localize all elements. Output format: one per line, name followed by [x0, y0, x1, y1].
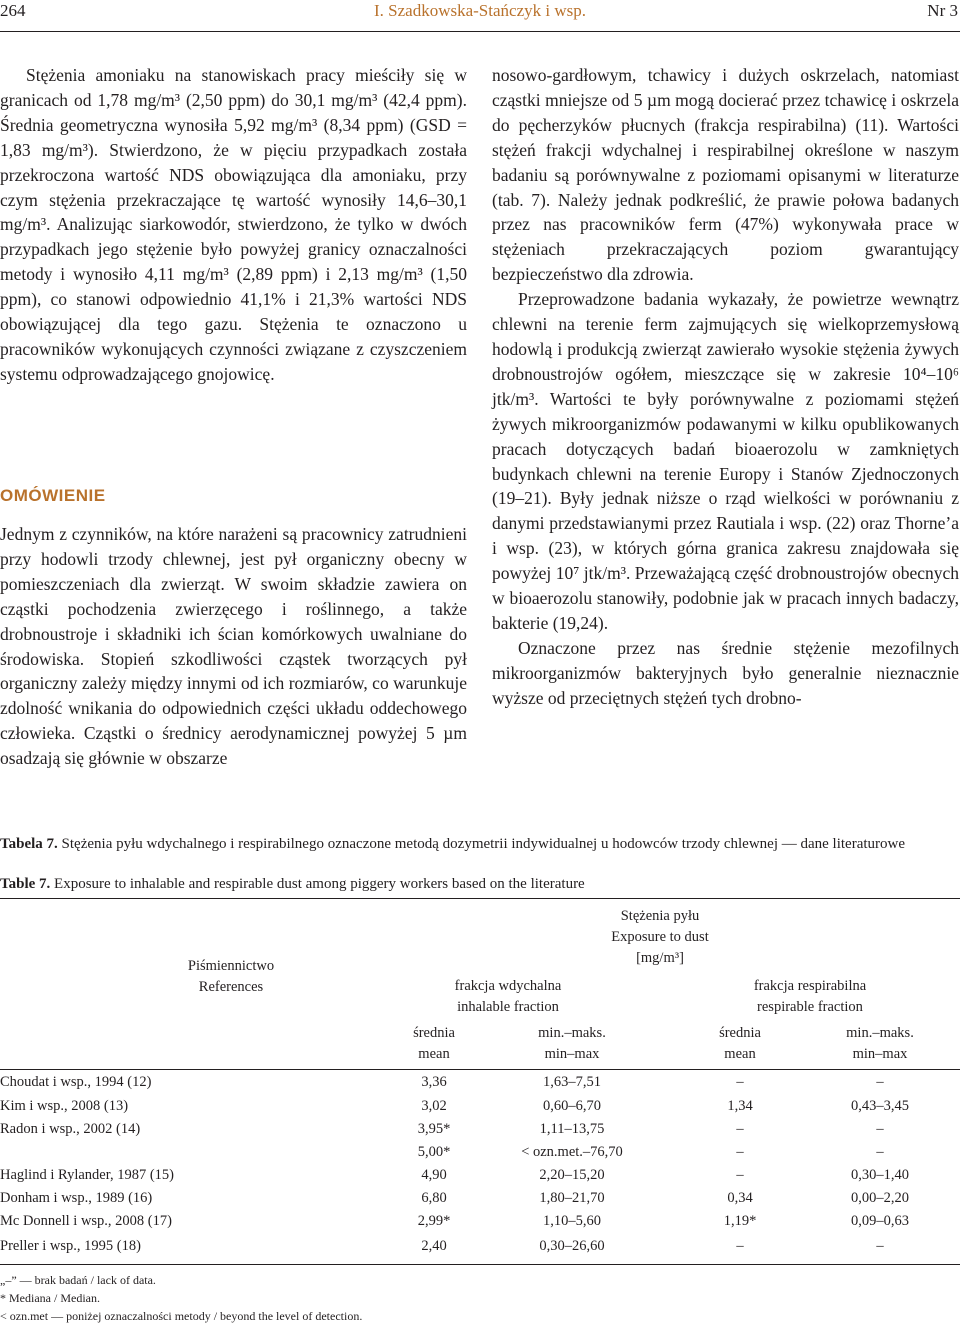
discussion-column — [0, 522, 467, 771]
table-title-en: Exposure to inhalable and respirable dust among piggery workers based on the literature — [54, 876, 585, 892]
resp-mean-cell: 1,34 — [727, 1098, 753, 1114]
footnote-median: * Mediana / Median. — [0, 1291, 100, 1305]
left-column — [0, 63, 467, 387]
respirable-label-en: respirable fraction — [757, 999, 863, 1015]
subhead-inh-range — [512, 1023, 632, 1065]
resp-range-cell: 0,30–1,40 — [851, 1167, 909, 1183]
references-label-en: References — [198, 979, 264, 995]
mean-label-en: mean — [418, 1046, 450, 1062]
range-label-pl: min.–maks. — [846, 1025, 914, 1041]
table-caption-en — [0, 874, 955, 894]
resp-mean-cell: – — [736, 1121, 744, 1137]
right-column — [492, 63, 959, 711]
page-number: 264 — [0, 1, 26, 20]
issue-number: Nr 3 — [927, 1, 958, 20]
inh-range-cell: 1,80–21,70 — [539, 1190, 605, 1206]
resp-mean-cell: – — [736, 1238, 744, 1254]
inh-mean-cell: 3,36 — [421, 1074, 447, 1090]
inh-mean-cell: 4,90 — [421, 1167, 447, 1183]
ref-cell: Haglind i Rylander, 1987 (15) — [0, 1167, 175, 1183]
inh-range-cell: 0,30–26,60 — [539, 1238, 605, 1254]
right-paragraph-3: Oznaczone przez nas średnie stężenie mezofilnych mikroorganizmów bakteryjnych było generalnie nieznacznie wyższe od przeciętnych stężeń tych drobno- — [492, 637, 959, 708]
mean-label-pl: średnia — [719, 1025, 761, 1041]
resp-mean-cell: – — [736, 1167, 744, 1183]
resp-mean-cell: – — [736, 1144, 744, 1160]
inh-mean-cell: 3,02 — [421, 1098, 447, 1114]
ref-cell: Kim i wsp., 2008 (13) — [0, 1098, 129, 1114]
ref-cell: Mc Donnell i wsp., 2008 (17) — [0, 1213, 172, 1229]
column-head-references — [140, 956, 322, 998]
inh-range-cell: 1,63–7,51 — [543, 1074, 601, 1090]
resp-mean-cell: 0,34 — [727, 1190, 753, 1206]
inh-mean-cell: 3,95* — [417, 1121, 451, 1137]
subhead-resp-mean — [685, 1023, 795, 1065]
resp-mean-cell: 1,19* — [723, 1213, 757, 1229]
table-caption-pl — [0, 834, 955, 854]
resp-range-cell: – — [876, 1121, 884, 1137]
inhalable-label-pl: frakcja wdychalna — [454, 978, 562, 994]
range-label-pl: min.–maks. — [538, 1025, 606, 1041]
discussion-paragraph: Jednym z czynników, na które narażeni są pracownicy zatrudnieni przy hodowli trzody chlewnej, jest pył organiczny obecny w pomieszczeniach dla zwierząt. W swoim składzie zawiera on cząstki pochodzenia zwierzęcego i roślinnego, a także drobnoustroje i składniki ich ścian komórkowych uwalniane do środowiska. Stopień szkodliwości cząstek tworzących pył organiczny zależy między innymi od ich rozmiarów, co warunkuje zdolność wnikania do odpowiednich części układu oddechowego człowieka. Cząstki o średnicy aerodynamicznej powyżej 5 µm osadzają się głównie w obszarze — [0, 524, 467, 769]
ref-cell: Preller i wsp., 1995 (18) — [0, 1238, 141, 1254]
table-label-en: Table 7. — [0, 876, 51, 892]
right-paragraph-1: nosowo-gardłowym, tchawicy i dużych oskrzelach, natomiast cząstki mniejsze od 5 µm mogą docierać przez tchawicę i oskrzela do pęcherzyków płucnych (frakcja respirabilna) (11). Wartości stężeń frakcji wdychalnej i respirabilnej określone w naszym badaniu są porównywalne z poziomami opisanymi w literaturze (tab. 7). Należy jednak podkreślić, że prawie połowa badanych przez nas pracowników ferm (47%) wykonywała prace w stężeniach przekraczających poziom gwarantujący bezpieczeństwo dla zdrowia. — [492, 65, 959, 285]
ref-cell: Choudat i wsp., 1994 (12) — [0, 1074, 152, 1090]
table-title-pl: Stężenia pyłu wdychalnego i respirabilnego oznaczone metodą dozymetrii indywidualnej u hodowców trzody chlewnej — dane literaturowe — [61, 836, 906, 852]
mean-label-en: mean — [724, 1046, 756, 1062]
mean-label-pl: średnia — [413, 1025, 455, 1041]
footnote-lack-of-data: „–” — brak badań / lack of data. — [0, 1273, 156, 1287]
results-paragraph: Stężenia amoniaku na stanowiskach pracy mieściły się w granicach od 1,78 mg/m³ (2,50 ppm) do 30,1 mg/m³ (42,4 ppm). Średnia geometryczna wynosiła 5,92 mg/m³ (8,34 ppm) (GSD = 1,83 mg/m³). Stwierdzono, że w pięciu przypadkach została przekroczona wartość NDS obowiązująca dla amoniaku, przy czym stężenia przekraczające tę wartość wynosiły 14,6–30,1 mg/m³. Analizując siarkowodór, stwierdzono, że tylko w dwóch przypadkach jego stężenie było powyżej granicy oznaczalności metody i wynosiło 4,11 mg/m³ (2,89 ppm) i 2,13 mg/m³ (1,50 ppm), co stanowi odpowiednio 41,1% i 21,3% wartości NDS obowiązującej dla tego gazu. Stężenia te oznaczono u pracowników wykonujących czynności związane z czyszczeniem systemu odprowadzającego gnojowicę. — [0, 65, 467, 384]
running-authors: I. Szadkowska-Stańczyk i wsp. — [374, 1, 586, 20]
exposure-label-en: Exposure to dust — [611, 929, 709, 945]
inh-mean-cell: 6,80 — [421, 1190, 447, 1206]
table-bottom-rule — [0, 1264, 960, 1265]
inh-mean-cell: 2,40 — [421, 1238, 447, 1254]
column-head-inhalable — [378, 976, 638, 1018]
running-header — [0, 0, 960, 24]
resp-range-cell: 0,43–3,45 — [851, 1098, 909, 1114]
range-label-en: min–max — [544, 1046, 600, 1062]
inh-range-cell: 2,20–15,20 — [539, 1167, 605, 1183]
references-label-pl: Piśmiennictwo — [187, 958, 275, 974]
inh-range-cell: < ozn.met.–76,70 — [521, 1144, 623, 1160]
subhead-resp-range — [820, 1023, 940, 1065]
table-top-rule — [0, 898, 960, 899]
resp-range-cell: 0,09–0,63 — [851, 1213, 909, 1229]
respirable-label-pl: frakcja respirabilna — [753, 978, 867, 994]
exposure-unit: [mg/m³] — [636, 950, 684, 966]
inhalable-label-en: inhalable fraction — [457, 999, 559, 1015]
footnote-detection: < ozn.met — poniżej oznaczalności metody / beyond the level of detection. — [0, 1309, 363, 1323]
table-header-rule — [0, 1069, 960, 1070]
range-label-en: min–max — [852, 1046, 908, 1062]
column-head-exposure — [540, 906, 780, 969]
header-rule — [0, 31, 960, 32]
inh-range-cell: 1,11–13,75 — [539, 1121, 605, 1137]
ref-cell: Donham i wsp., 1989 (16) — [0, 1190, 153, 1206]
exposure-label-pl: Stężenia pyłu — [620, 908, 700, 924]
resp-range-cell: – — [876, 1074, 884, 1090]
inh-mean-cell: 2,99* — [417, 1213, 451, 1229]
right-paragraph-2: Przeprowadzone badania wykazały, że powietrze wewnątrz chlewni na terenie ferm zajmujących się wielkoprzemysłową hodowlą i produkcją zwierząt zawierało wysokie stężenia żywych drobnoustrojów ogółem, mieszczące się w zakresie 10⁴–10⁶ jtk/m³. Wartości te były porównywalne z poziomami stężeń żywych mikroorganizmów podawanymi w kilku opublikowanych pracach dotyczących badań bioaerozolu w zamkniętych budynkach chlewni na terenie Europy i Stanów Zjednoczonych (19–21). Były jednak niższe o rząd wielkości w porównaniu z danymi przedstawianymi przez Rautiala i wsp. (22) oraz Thorne’a i wsp. (23), w których górna granica zakresu znajdowała się powyżej 10⁷ jtk/m³. Przeważającą część drobnoustrojów obecnych w bioaerozolu stanowiły, podobnie jak w pracach innych badaczy, bakterie (19,24). — [492, 289, 959, 633]
resp-mean-cell: – — [736, 1074, 744, 1090]
table-label-pl: Tabela 7. — [0, 836, 58, 852]
section-heading-discussion: OMÓWIENIE — [0, 486, 106, 505]
resp-range-cell: – — [876, 1238, 884, 1254]
resp-range-cell: – — [876, 1144, 884, 1160]
subhead-inh-mean — [379, 1023, 489, 1065]
inh-range-cell: 0,60–6,70 — [543, 1098, 601, 1114]
table-footnotes — [0, 1271, 362, 1325]
column-head-respirable — [680, 976, 940, 1018]
resp-range-cell: 0,00–2,20 — [851, 1190, 909, 1206]
inh-mean-cell: 5,00* — [417, 1144, 451, 1160]
ref-cell: Radon i wsp., 2002 (14) — [0, 1121, 141, 1137]
inh-range-cell: 1,10–5,60 — [543, 1213, 601, 1229]
